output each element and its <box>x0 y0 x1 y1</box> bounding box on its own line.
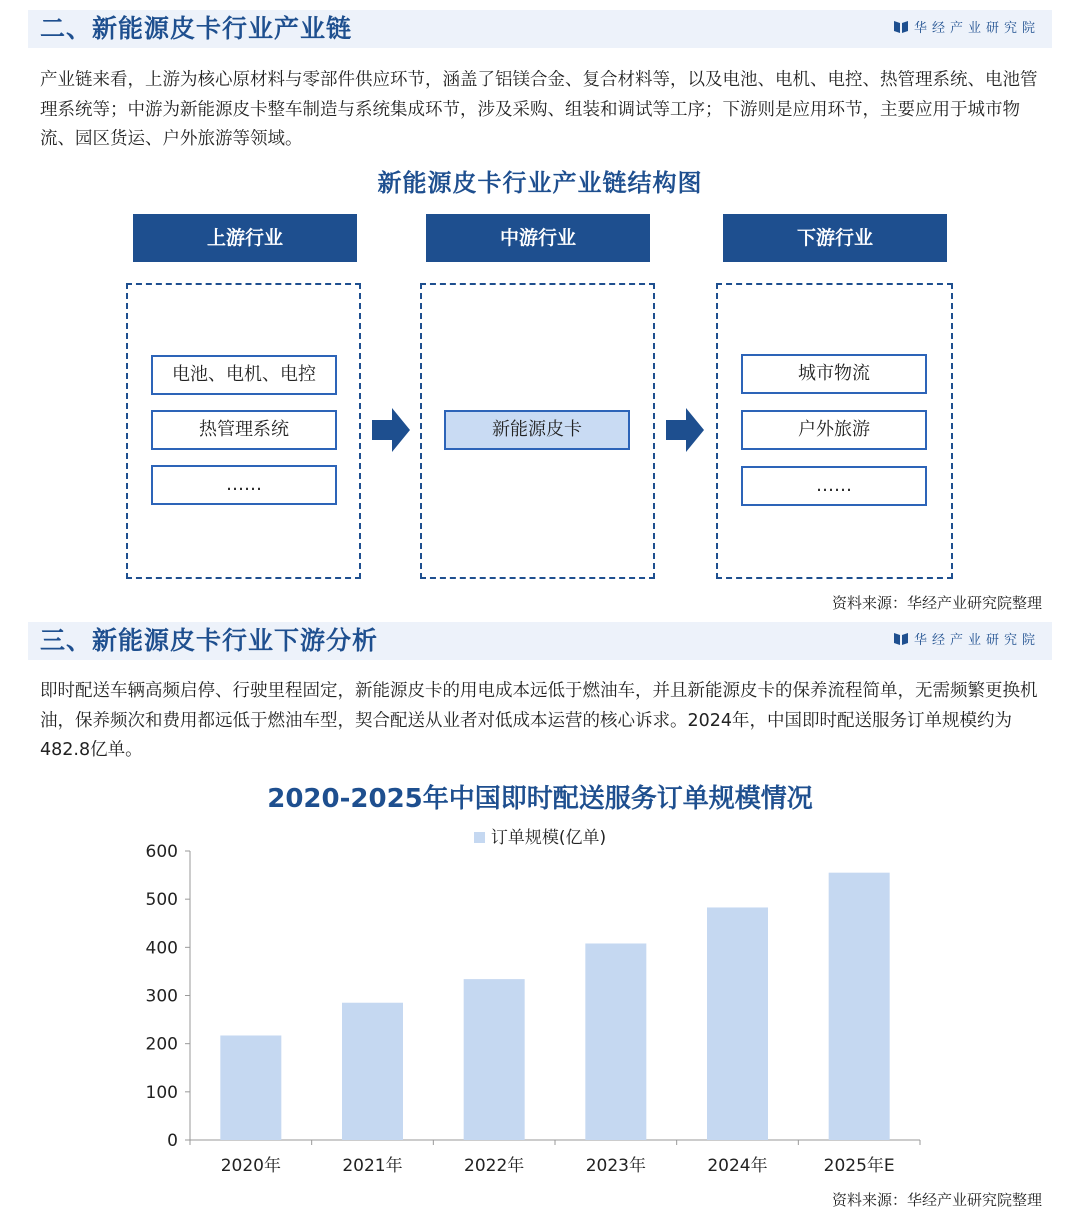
column-header-downstream: 下游行业 <box>723 214 947 262</box>
section-title: 三、新能源皮卡行业下游分析 <box>40 626 379 655</box>
brand-logo-text: 华经产业研究院 <box>913 21 1040 36</box>
bar <box>829 873 890 1140</box>
upstream-item: 电池、电机、电控 <box>151 355 337 395</box>
y-tick-label: 400 <box>145 938 178 959</box>
diagram-source: 资料来源：华经产业研究院整理 <box>831 594 1042 612</box>
y-tick-label: 600 <box>145 842 178 862</box>
section3-paragraph: 即时配送车辆高频启停、行驶里程固定，新能源皮卡的用电成本远低于燃油车，并且新能源皮卡的保养流程简单，无需频繁更换机油，保养频次和费用都远低于燃油车型，契合配送从业者对低成本运营的核心诉求。2024年，中国即时配送服务订单规模约为482.8亿单。 <box>40 681 1038 760</box>
y-tick-label: 500 <box>145 890 178 911</box>
x-tick-label: 2023年 <box>585 1156 646 1176</box>
x-tick-label: 2022年 <box>464 1156 525 1176</box>
chart-source: 资料来源：华经产业研究院整理 <box>831 1191 1042 1209</box>
y-tick-label: 200 <box>145 1034 178 1055</box>
x-tick-label: 2025年E <box>823 1156 895 1176</box>
y-tick-label: 300 <box>145 986 178 1007</box>
bar <box>220 1035 281 1140</box>
downstream-item: 城市物流 <box>741 354 927 394</box>
brand-logo-text: 华经产业研究院 <box>913 633 1040 648</box>
downstream-item: 户外旅游 <box>741 410 927 450</box>
midstream-item: 新能源皮卡 <box>444 410 630 450</box>
upstream-item: 热管理系统 <box>151 410 337 450</box>
column-header-midstream: 中游行业 <box>426 214 650 262</box>
bar <box>707 907 768 1140</box>
diagram-title: 新能源皮卡行业产业链结构图 <box>377 169 703 197</box>
y-tick-label: 0 <box>167 1131 178 1151</box>
y-tick-label: 100 <box>145 1082 178 1103</box>
x-tick-label: 2024年 <box>707 1156 768 1176</box>
section-title: 二、新能源皮卡行业产业链 <box>40 14 353 43</box>
section2-paragraph: 产业链来看，上游为核心原材料与零部件供应环节，涵盖了铝镁合金、复合材料等，以及电池、电机、电控、热管理系统、电池管理系统等；中游为新能源皮卡整车制造与系统集成环节，涉及采购、组装和调试等工序；下游则是应用环节，主要应用于城市物流、园区货运、户外旅游等领域。 <box>40 70 1038 149</box>
x-tick-label: 2021年 <box>342 1156 403 1176</box>
bar <box>464 979 525 1140</box>
bar <box>342 1003 403 1140</box>
bar <box>585 943 646 1140</box>
x-tick-label: 2020年 <box>220 1156 281 1176</box>
upstream-item: …… <box>151 465 337 505</box>
chart-title: 2020-2025年中国即时配送服务订单规模情况 <box>267 784 813 814</box>
downstream-item: …… <box>741 466 927 506</box>
column-header-upstream: 上游行业 <box>133 214 357 262</box>
legend-label: 订单规模(亿单) <box>490 828 607 848</box>
